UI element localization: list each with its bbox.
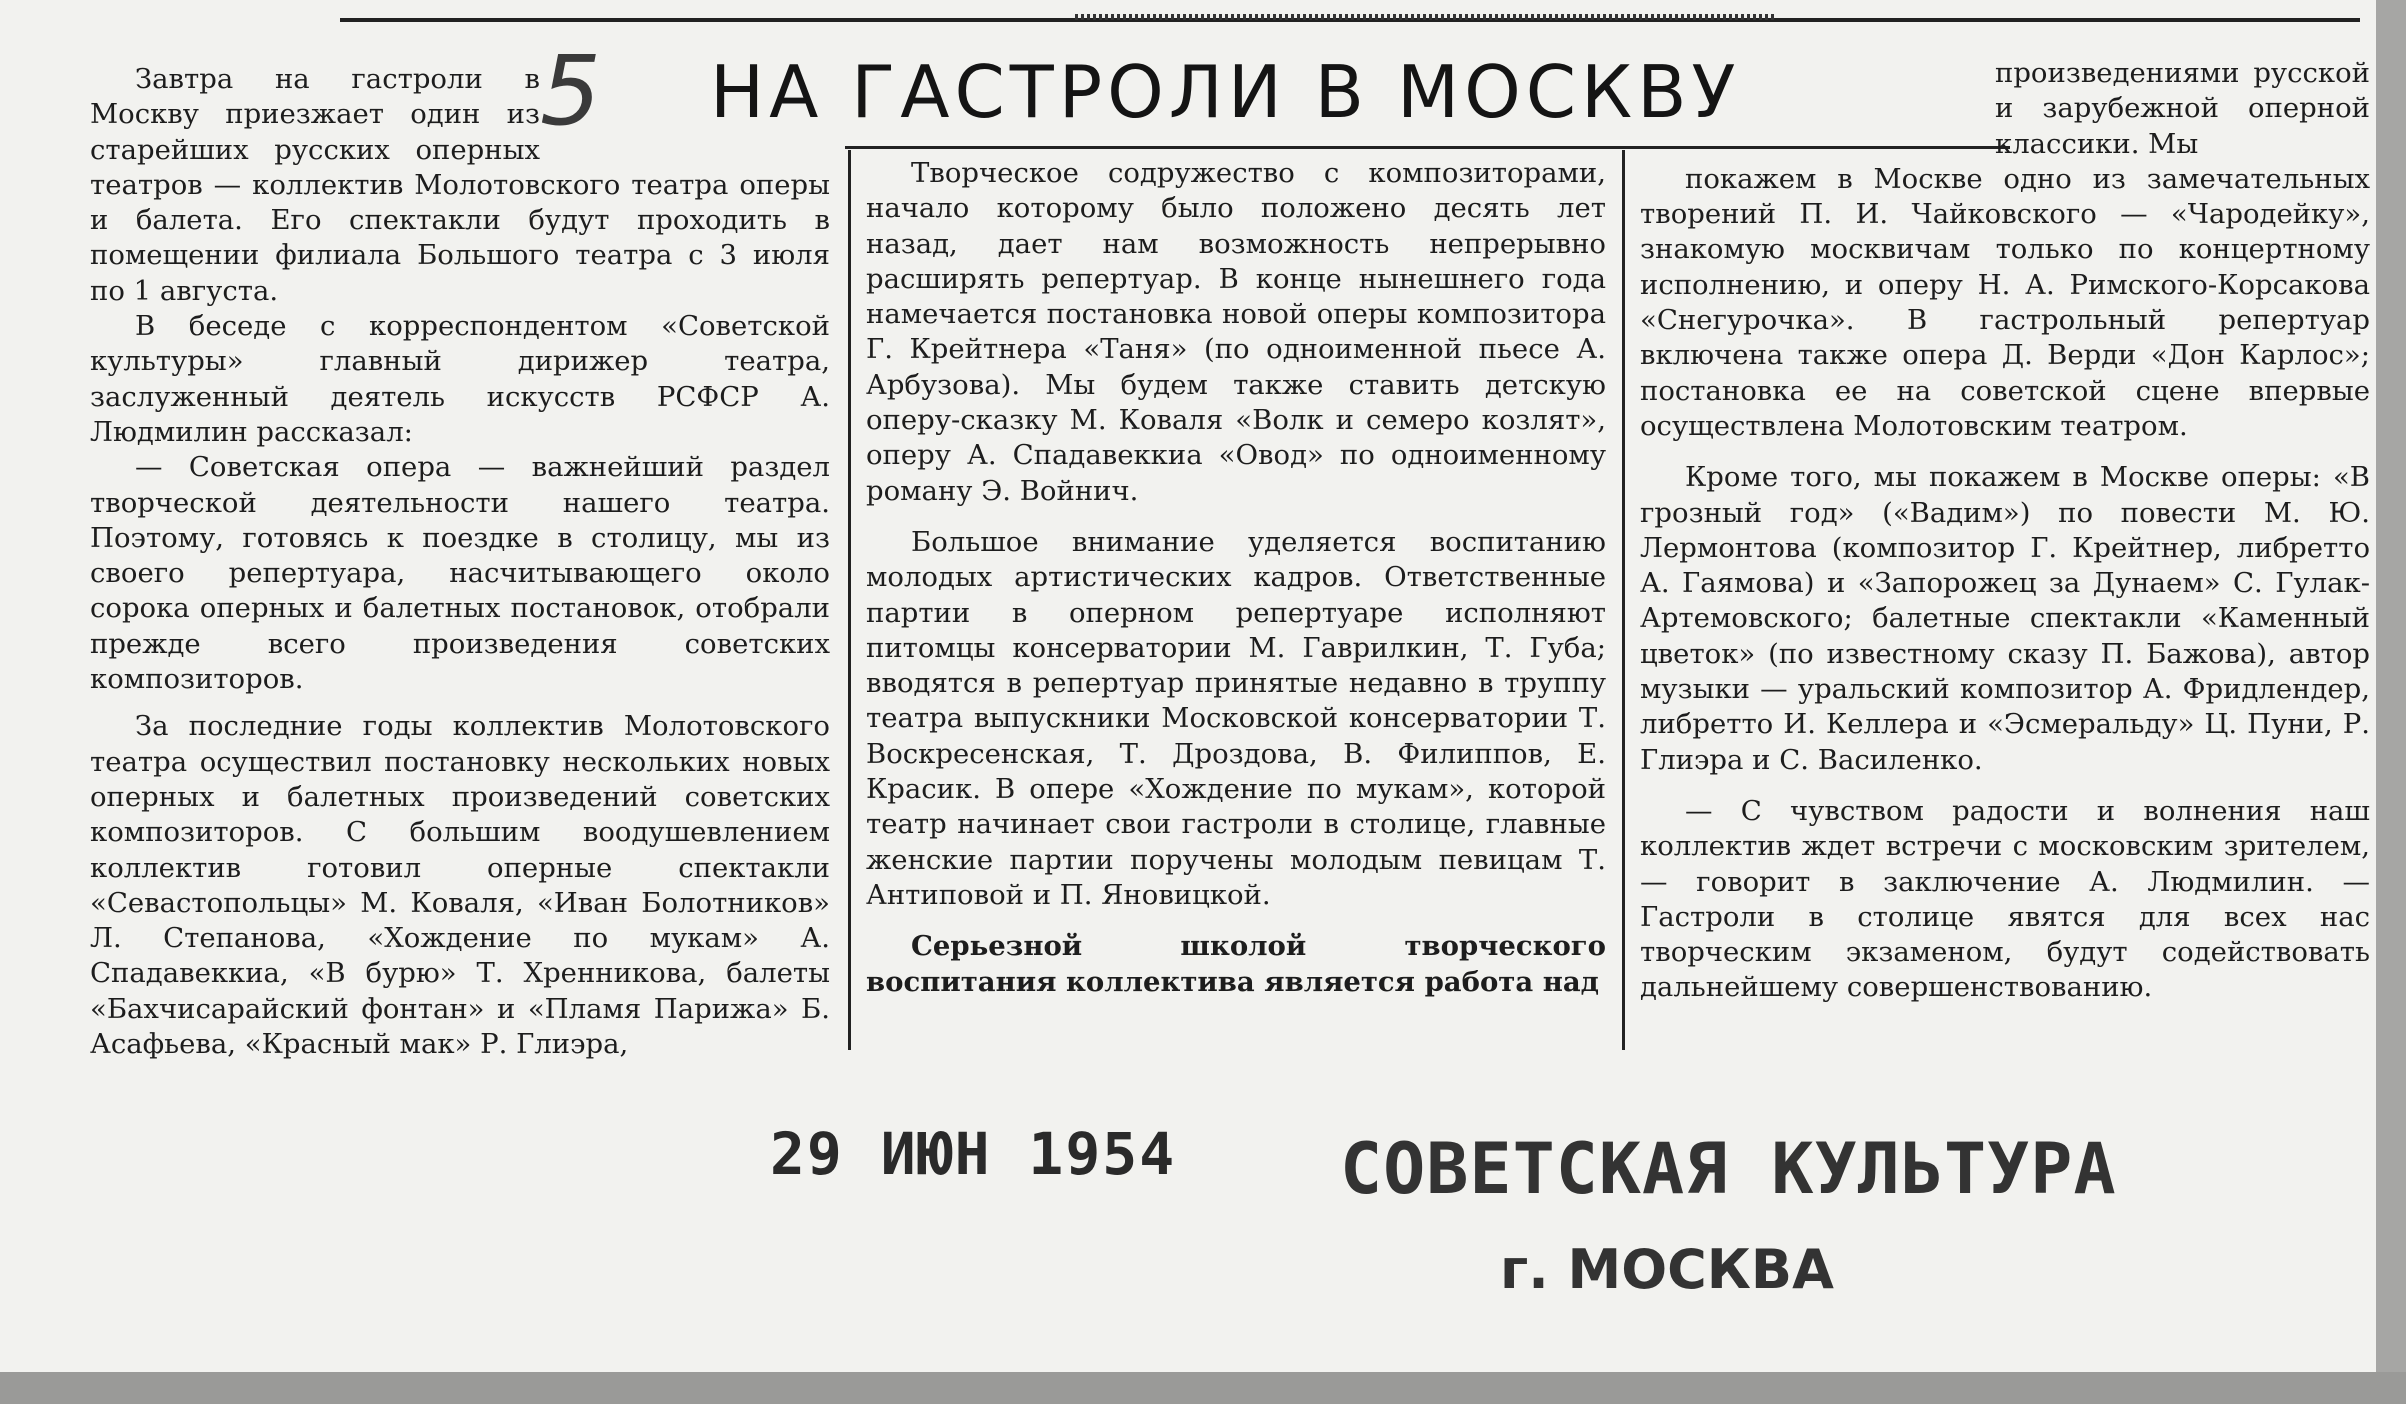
col2-paragraph-1: Творческое содружество с композиторами, начало которому было положено десять лет назад, дает нам возможность непрерывно расширять репертуар. В конце нынешнего года намечается постановка новой оперы композитора Г. Крейтнера «Таня» (по одноименной пьесе А. Арбузова). Мы будем также ставить детскую оперу-сказку М. Коваля «Волк и семеро козлят», оперу А. Спадавеккиа «Овод» по одноименному роману Э. Войнич. [866,157,1606,507]
article-headline: НА ГАСТРОЛИ В МОСКВУ [710,50,1741,134]
lead-text: Завтра на гастроли в Москву приезжает один из старейших русских оперных театров — коллектив Молотовского театра оперы и балета. Его спектакли будут проходить в помещении филиала Большого театра с 3 июля по 1 августа. [90,63,830,307]
column-2 [866,156,1606,1000]
col1-paragraph-2: В беседе с корреспондентом «Советской культуры» главный дирижер театра, заслуженный деятель искусств РСФСР А. Людмилин рассказал: [90,310,830,448]
clipping-edge-bottom [0,1372,2406,1404]
handwritten-number: 5 [540,35,602,147]
col2-paragraph-2: Большое внимание уделяется воспитанию молодых артистических кадров. Ответственные партии в оперном репертуаре исполняют питомцы консерватории М. Гаврилкин, Т. Губа; вводятся в репертуар принятые недавно в труппу театра выпускники Московской консерватории Т. Воскресенская, Т. Дроздова, В. Филиппов, Е. Красик. В опере «Хождение по мукам», которой театр начинает свои гастроли в столице, главные женские партии поручены молодым певицам Т. Антиповой и П. Яновицкой. [866,525,1606,911]
column-divider-1 [848,150,851,1050]
column-divider-2 [1622,150,1625,1050]
newspaper-stamp: СОВЕТСКАЯ КУЛЬТУРА [1340,1128,2117,1210]
column-3 [1640,56,2370,1006]
col3-paragraph-3: — С чувством радости и волнения наш коллектив ждет встречи с московским зрителем, — говорит в заключение А. Людмилин. — Гастроли в столице явятся для всех нас творческим экзаменом, будут содействовать дальнейшему совершенствованию. [1640,794,2370,1004]
clipping-edge-right [2376,0,2406,1404]
city-stamp: г. МОСКВА [1500,1238,1834,1301]
col1-paragraph-4: За последние годы коллектив Молотовского театра осуществил постановку нескольких новых оперных и балетных произведений советских композиторов. С большим воодушевлением коллектив готовил оперные спектакли «Севастопольцы» М. Коваля, «Иван Болотников» Л. Степанова, «Хождение по мукам» А. Спадавеккиа, «В бурю» Т. Хренникова, балеты «Бахчисарайский фонтан» и «Пламя Парижа» Б. Асафьева, «Красный мак» Р. Глиэра, [90,710,830,1061]
top-rule-dotted [1075,14,1775,20]
col2-paragraph-3: Серьезной школой творческого воспитания коллектива является работа над [866,930,1606,998]
col3-paragraph-2: Кроме того, мы покажем в Москве оперы: «В грозный год» («Вадим») по повести М. Ю. Лермонтова (композитор Г. Крейтнер, либретто А. Гаямова) и «Запорожец за Дунаем» С. Гулак-Артемовского; балетные спектакли «Каменный цветок» (по известному сказу П. Бажова), автор музыки — уральский композитор А. Фридлендер, либретто И. Келлера и «Эсмеральду» Ц. Пуни, Р. Глиэра и С. Василенко. [1640,461,2370,776]
date-stamp: 29 ИЮН 1954 [770,1120,1177,1188]
col1-paragraph-3: — Советская опера — важнейший раздел творческой деятельности нашего театра. Поэтому, готовясь к поездке в столицу, мы из своего репертуара, насчитывающего около сорока оперных и балетных постановок, отобрали прежде всего произведения советских композиторов. [90,451,830,696]
col3-top-text: произведениями русской и зарубежной оперной классики. Мы [1995,57,2370,160]
col3-paragraph-1: покажем в Москве одно из замечательных творений П. И. Чайковского — «Чародейку», знакомую москвичам только по концертному исполнению, и оперу Н. А. Римского-Корсакова «Снегурочка». В гастрольный репертуар включена также опера Д. Верди «Дон Карлос»; постановка ее на советской сцене впервые осуществлена Молотовским театром. [1640,162,2370,442]
column-1-body [90,62,830,1062]
